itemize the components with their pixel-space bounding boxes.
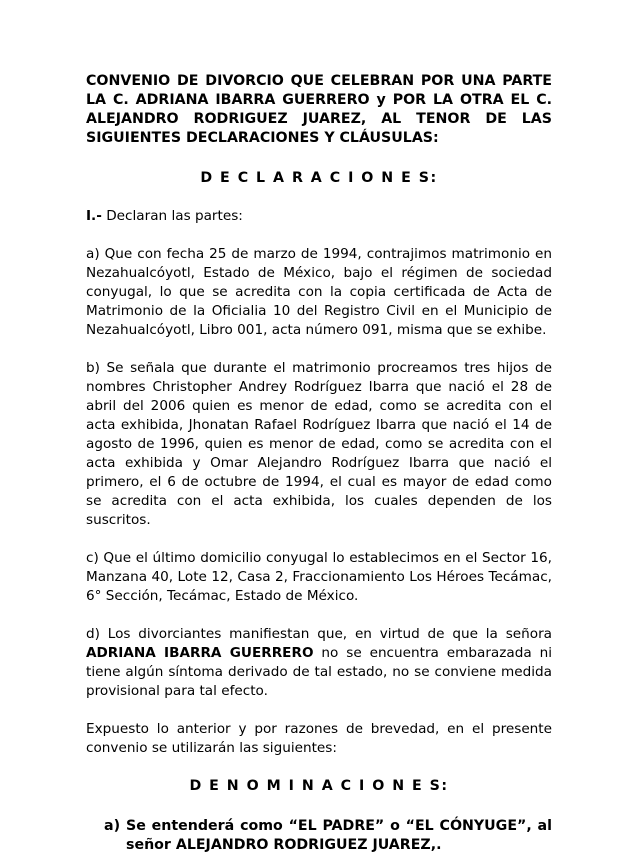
denominaciones-list (86, 817, 552, 855)
denominacion-text: Se entenderá como “EL PADRE” o “EL CÓNYUGE”, al señor ALEJANDRO RODRIGUEZ JUAREZ,. (126, 818, 552, 853)
paragraph-a: a) Que con fecha 25 de marzo de 1994, contrajimos matrimonio en Nezahualcóyotl, Estado de México, bajo el régimen de sociedad conyugal, lo que se acredita con la copia certificada de Acta de Matrimonio de la Oficialia 10 del Registro Civil en el Municipio de Nezahualcóyotl, Libro 001, acta número 091, misma que se exhibe. (86, 246, 552, 338)
paragraph-d-name: ADRIANA IBARRA GUERRERO (86, 645, 314, 661)
paragraph-b: b) Se señala que durante el matrimonio procreamos tres hijos de nombres Christopher Andrey Rodríguez Ibarra que nació el 28 de abril del 2006 quien es menor de edad, como se acredita con el acta exhibida, Jhonatan Rafael Rodríguez Ibarra que nació el 14 de agosto de 1996, quien es menor de edad, como se acredita con el acta exhibida y Omar Alejandro Rodríguez Ibarra que nació el primero, el 6 de octubre de 1994, el cual es mayor de edad como se acredita con el acta exhibida, los cuales dependen de los suscritos. (86, 360, 552, 528)
section-i-label: I.- (86, 208, 102, 224)
declaraciones-heading: D E C L A R A C I O N E S: (200, 170, 438, 186)
paragraph-d (86, 625, 552, 701)
paragraph-c: c) Que el último domicilio conyugal lo establecimos en el Sector 16, Manzana 40, Lote 12, Casa 2, Fraccionamiento Los Héroes Tecámac, 6° Sección, Tecámac, Estado de México. (86, 550, 552, 604)
section-i (86, 207, 552, 226)
paragraph-expuesto: Expuesto lo anterior y por razones de brevedad, en el presente convenio se utilizarán las siguientes: (86, 721, 552, 756)
denominacion-label: a) (104, 818, 121, 834)
denominacion-item (104, 817, 552, 855)
paragraph-d-before: d) Los divorciantes manifiestan que, en virtud de que la señora (86, 626, 552, 642)
section-i-text: Declaran las partes: (101, 208, 243, 224)
paragraph-d-after: no se encuentra embarazada ni tiene algún síntoma derivado de tal estado, no se conviene medida provisional para tal efecto. (86, 645, 552, 699)
denominaciones-heading: D E N O M I N A C I O N E S: (189, 778, 449, 794)
document-title: CONVENIO DE DIVORCIO QUE CELEBRAN POR UNA PARTE LA C. ADRIANA IBARRA GUERRERO y POR LA OTRA EL C. ALEJANDRO RODRIGUEZ JUAREZ, AL TENOR DE LAS SIGUIENTES DECLARACIONES Y CLÁUSULAS: (86, 73, 552, 146)
